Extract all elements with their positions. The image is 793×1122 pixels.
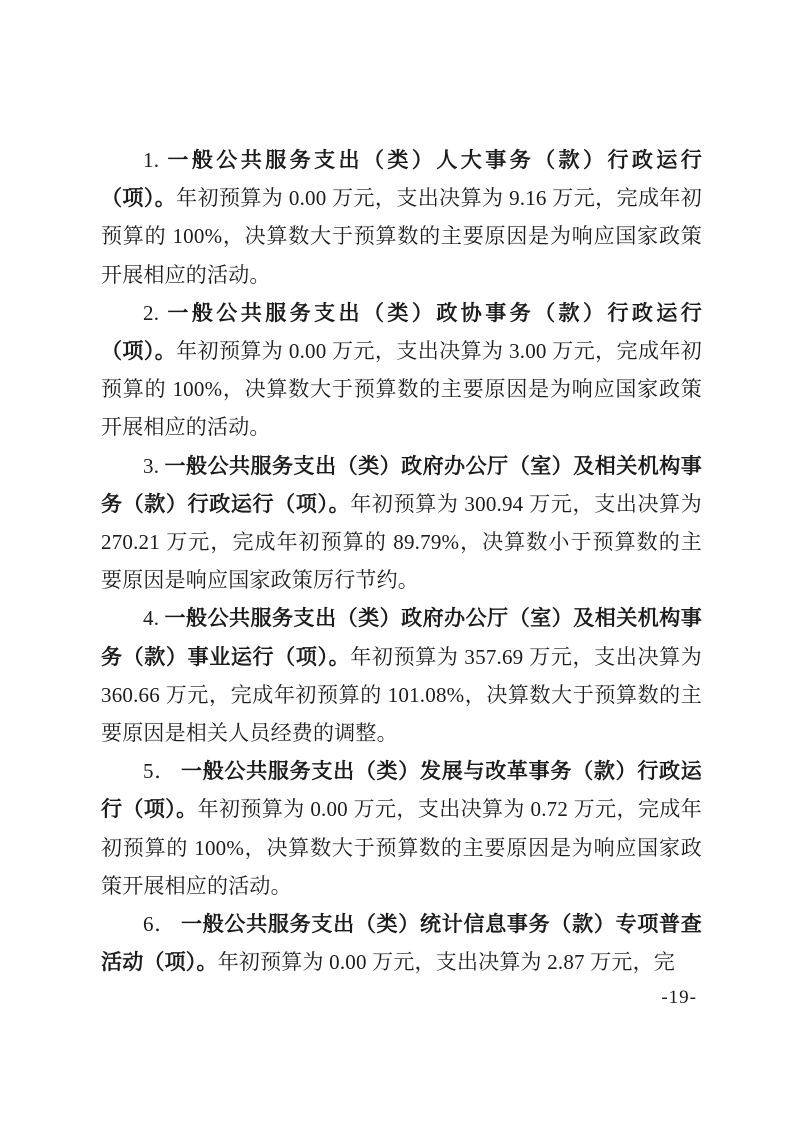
- paragraph-body: 年初预算为 300.94 万元，支出决算为 270.21 万元，完成年初预算的 89.79%，决算数小于预算数的主要原因是响应国家政策厉行节约。: [101, 491, 702, 593]
- paragraph-number: 4.: [143, 606, 160, 631]
- paragraph-body: 年初预算为 0.00 万元，支出决算为 2.87 万元，完: [217, 950, 676, 975]
- paragraph-body: 年初预算为 357.69 万元，支出决算为 360.66 万元，完成年初预算的 101.08%，决算数大于预算数的主要原因是相关人员经费的调整。: [101, 644, 702, 746]
- document-body: [101, 141, 702, 981]
- paragraph: [101, 294, 702, 447]
- paragraph-body: 年初预算为 0.00 万元，支出决算为 3.00 万元，完成年初预算的 100%，决算数大于预算数的主要原因是为响应国家政策开展相应的活动。: [101, 339, 702, 440]
- paragraph-number: 5．: [143, 759, 176, 784]
- paragraph: [101, 141, 702, 294]
- paragraph: [101, 752, 702, 905]
- paragraph-heading: 一般公共服务支出（类）统计信息事务（款）专项普查活动（项）。: [101, 912, 702, 975]
- page-number: -19-: [661, 987, 697, 1008]
- paragraph-heading: 一般公共服务支出（类）政府办公厅（室）及相关机构事务（款）事业运行（项）。: [101, 606, 702, 669]
- paragraph-body: 年初预算为 0.00 万元，支出决算为 0.72 万元，完成年初预算的 100%，决算数大于预算数的主要原因是为响应国家政策开展相应的活动。: [101, 797, 702, 898]
- paragraph-number: 3.: [143, 453, 160, 478]
- paragraph-heading: 一般公共服务支出（类）政协事务（款）行政运行（项）。: [101, 300, 702, 364]
- paragraph-number: 1.: [143, 148, 160, 172]
- paragraph: [101, 599, 702, 752]
- paragraph: [101, 905, 702, 981]
- paragraph-heading: 一般公共服务支出（类）发展与改革事务（款）行政运行（项）。: [101, 759, 702, 822]
- paragraph-heading: 一般公共服务支出（类）人大事务（款）行政运行（项）。: [101, 148, 702, 211]
- paragraph-number: 6．: [143, 912, 176, 937]
- paragraph-number: 2.: [143, 300, 160, 325]
- paragraph: [101, 447, 702, 600]
- paragraph-heading: 一般公共服务支出（类）政府办公厅（室）及相关机构事务（款）行政运行（项）。: [101, 453, 702, 516]
- paragraph-body: 年初预算为 0.00 万元，支出决算为 9.16 万元，完成年初预算的 100%，决算数大于预算数的主要原因是为响应国家政策开展相应的活动。: [101, 186, 702, 287]
